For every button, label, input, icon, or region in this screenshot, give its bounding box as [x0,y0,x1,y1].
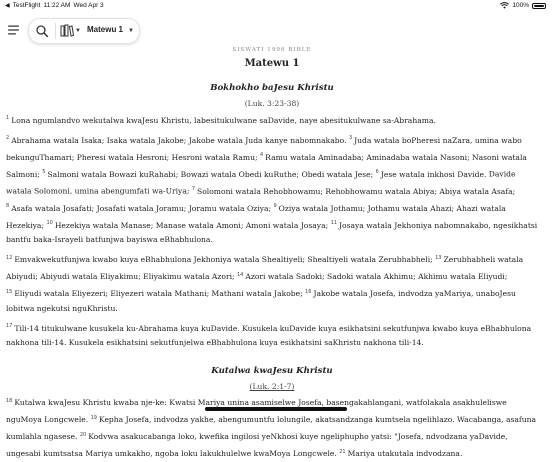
verse-number: 9 [273,203,277,210]
verse[interactable] [339,449,462,458]
verse-text: Zerubhabheli watala Abiyudi; Abiyudi watala Eliyakimu; Eliyakimu watala Azori; [6,255,524,282]
verse-paragraph [6,394,538,462]
status-bar [0,0,552,12]
verse[interactable] [42,170,375,179]
verse-number: 12 [6,254,13,261]
reader-content [6,46,538,462]
verse-number: 16 [305,288,312,295]
verse-number: 10 [46,220,53,227]
verse-text: Mariya utakutala indvodzana. [347,449,463,459]
verse-text: Kepha Josefa, indvodza yakhe, abengumuntfu lolungile, akatsandzanga kumtsela ngelihlazo. Wacabanga, asafuna kumlahla ngasese. [6,415,537,442]
verse-number: 20 [79,431,87,438]
cross-reference [6,99,538,108]
verse[interactable] [376,170,489,179]
verse[interactable] [6,289,305,298]
home-indicator [205,407,347,411]
verse-number: 6 [375,169,379,176]
verse[interactable] [46,221,330,230]
search-icon[interactable] [35,24,49,38]
verse-text: Ramu watala Aminadaba; Aminadaba watala Nasoni; Nasoni watala Salmoni; [6,152,527,179]
navigation-pill [28,18,140,44]
verse-number: 18 [6,397,13,404]
cross-reference-link[interactable]: (Luk. 2:1-7) [249,381,295,391]
verse-text: Davide watala Solomoni, umina abengumfati wa-Uriya; [6,169,516,196]
verse-paragraph [6,251,538,317]
status-time: 11:22 AM [43,2,71,9]
verse-number: 15 [6,288,13,295]
verse-number: 4 [259,152,264,159]
verse-number: 2 [6,135,10,142]
section-heading: Bokhokho baJesu Khristu [210,83,334,93]
chevron-down-icon[interactable]: ▼ [75,28,81,34]
verse-text: Kodvwa asakucabanga loko, kwefika ingilosi yeNkhosi kuye ngeliphupho yatsi: "Josefa, ndvodzana yaDavide, ungesabi kumtsatsa Mariya umkakho, ngoba loku lakukhulelwe kwaMoya Longcwele. [6,432,508,459]
verse-text: Asafa watala Josafati; Josafati watala Joramu; Joramu watala Oziya; [11,203,274,213]
verse-number: 14 [236,271,244,278]
section-heading: Kutalwa kwaJesu Khristu [211,365,333,376]
status-right [500,2,546,9]
verse-text: Azori watala Sadoki; Sadoki watala Akhimu; Akhimu watala Eliyudi; [245,272,508,282]
verse-number: 1 [6,115,10,121]
verse-number: 3 [348,135,353,142]
verse[interactable] [6,204,273,213]
chapter-title: Matewu 1 [244,58,300,69]
cross-reference-link[interactable]: (Luk. 3:23-38) [244,99,300,108]
back-app-label[interactable]: TestFlight [12,2,41,9]
verse-number: 5 [42,169,46,176]
verse[interactable] [6,324,531,348]
chapter-selector[interactable]: Matewu 1 [87,25,124,34]
verse-text: Salmoni watala Bowazi kuRahabi; Bowazi watala Obedi kuRuthe; Obedi watala Jese; [47,169,376,179]
menu-icon[interactable] [8,24,20,36]
verse-number: 13 [435,254,442,261]
verse-paragraph [6,111,538,128]
verse-number: 21 [339,448,346,455]
verse-number: 19 [90,414,97,421]
verse[interactable] [237,272,507,281]
verse[interactable] [6,136,349,145]
chapter-chevron-down-icon[interactable]: ▼ [128,28,134,34]
verse[interactable] [6,255,435,264]
verse-paragraph [6,319,538,351]
books-icon[interactable] [59,23,75,39]
verse-text: Emvakwekutfunjwa kwabo kuya eBhabhulona Jekhoniya watala Shealtiyeli; Shealtiyeli watala Zerubhabheli; [14,255,436,265]
verse-text: Solomoni watala Rehobhowamu; Rehobhowamu watala Abiya; Abiya watala Asafa; [197,186,516,196]
wifi-icon [500,2,509,9]
battery-percent: 100% [512,2,529,9]
verse-paragraph [6,131,538,248]
verse-text: Abrahama watala Isaka; Isaka watala Jakobe; Jakobe watala Juda kanye nabomnakabo. [11,135,349,145]
verse-text: Jakobe watala Josefa, indvodza yaMariya, unaboJesu lobitwa ngekutsi nguKhristu. [6,289,516,313]
battery-icon [532,3,546,9]
verse[interactable] [6,116,436,125]
verse-text: Eliyudi watala Eliyezeri; Eliyezeri watala Mathani; Mathani watala Jakobe; [14,289,306,299]
verse[interactable] [192,187,515,196]
verse-number: 8 [6,203,10,210]
reader-toolbar [0,16,552,44]
verse-text: Kutalwa kwaJesu Khristu kwaba nje-ke: Kwatsi Mariya unina asamiselwe Josefa, basengakahlangani, watfolakala asakhuleliswe nguMoya Longcwele. [6,398,507,425]
verse-text: Juda watala boPheresi naZara, umina wabo bekunguThamari; Pheresi watala Hesroni; Hesroni watala Ramu; [6,135,522,162]
verse-number: 7 [191,186,196,193]
reader-sections [6,83,538,462]
status-date: Wed Apr 3 [73,2,104,9]
status-left [5,2,104,9]
verse-text: Jese watala inkhosi Davide. [380,169,489,179]
verse-text: Tili-14 titukulwane kusukela ku-Abrahama kuya kuDavide. Kusukela kuDavide kuya esikhatsini sekutfunjwa kwabo kuya eBhabhulona nakhona tili-14. Kusukela esikhatsini sekutfunjelwa eBhabhulona kuya esikhatsini saKhristu nakhona tili-14. [6,323,532,348]
back-arrow-icon[interactable]: ◀ [5,3,10,9]
verse-text: Oziya watala Jothamu; Jothamu watala Ahazi; Ahazi watala Hezekiya; [6,203,506,230]
pill-divider [55,23,56,39]
verse-number: 17 [6,323,13,330]
cross-reference [6,382,538,391]
bible-version: SISWATI 1996 BIBLE [232,47,312,53]
verse-text: Josaya watala Jekhoniya nabomnakabo, ngesikhatsi bantfu baka-Israyeli batfunjwa bayiswa eBhabhulona. [6,220,538,245]
verse-number: 11 [330,220,337,227]
verse-text: Hezekiya watala Manase; Manase watala Amoni; Amoni watala Josaya; [54,220,331,230]
verse-text: Lona ngumlandvo wekutalwa kwaJesu Khristu, labesitukulwane saDavide, naye abesitukulwane sa-Abrahama. [11,115,436,125]
